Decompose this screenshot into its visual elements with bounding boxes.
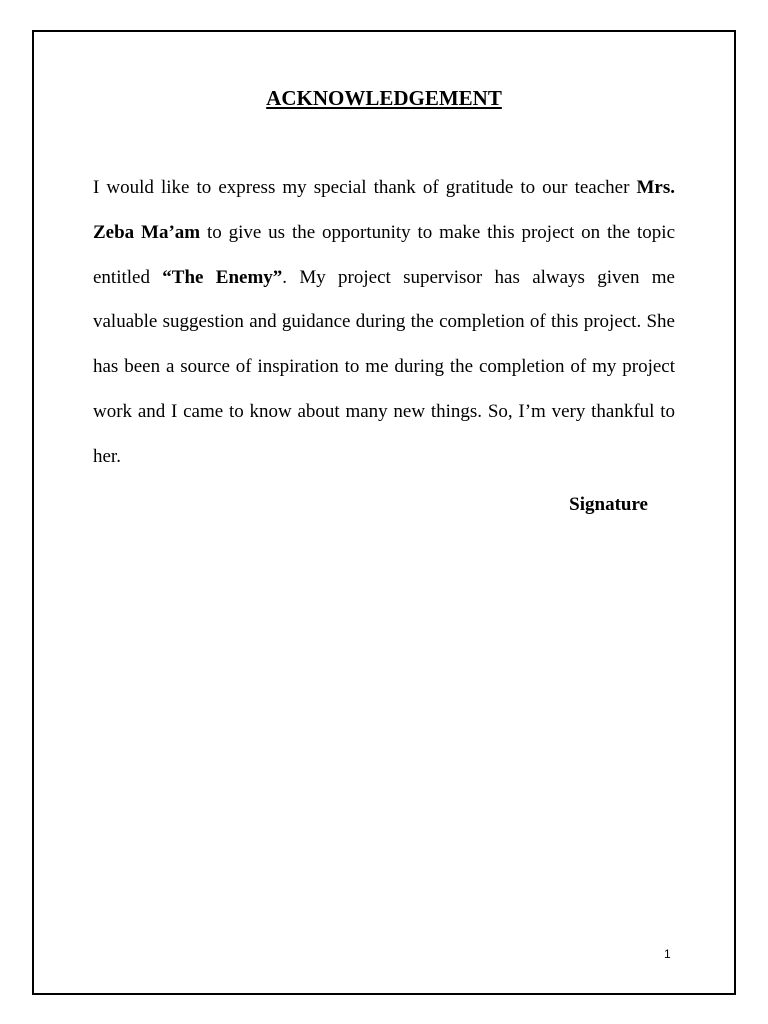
paragraph-text-1: I would like to express my special thank of gratitude to our teacher	[93, 177, 637, 198]
teacher-name: Mrs. Zeba Ma’am	[93, 177, 675, 243]
paragraph-text-2: to give us the opportunity to make this project on the topic entitled	[93, 221, 675, 288]
page-title: ACKNOWLEDGEMENT	[266, 86, 502, 110]
project-title: “The Enemy”	[162, 266, 283, 288]
page-number: 1	[664, 947, 671, 961]
acknowledgement-paragraph	[93, 166, 675, 480]
signature-label: Signature	[569, 494, 648, 515]
paragraph-text-3: . My project supervisor has always given me valuable suggestion and guidance during the completion of this project. She has been a source of inspiration to me during the completion of my project work and I came to know about many new things. So, I’m very thankful to her.	[93, 266, 675, 467]
